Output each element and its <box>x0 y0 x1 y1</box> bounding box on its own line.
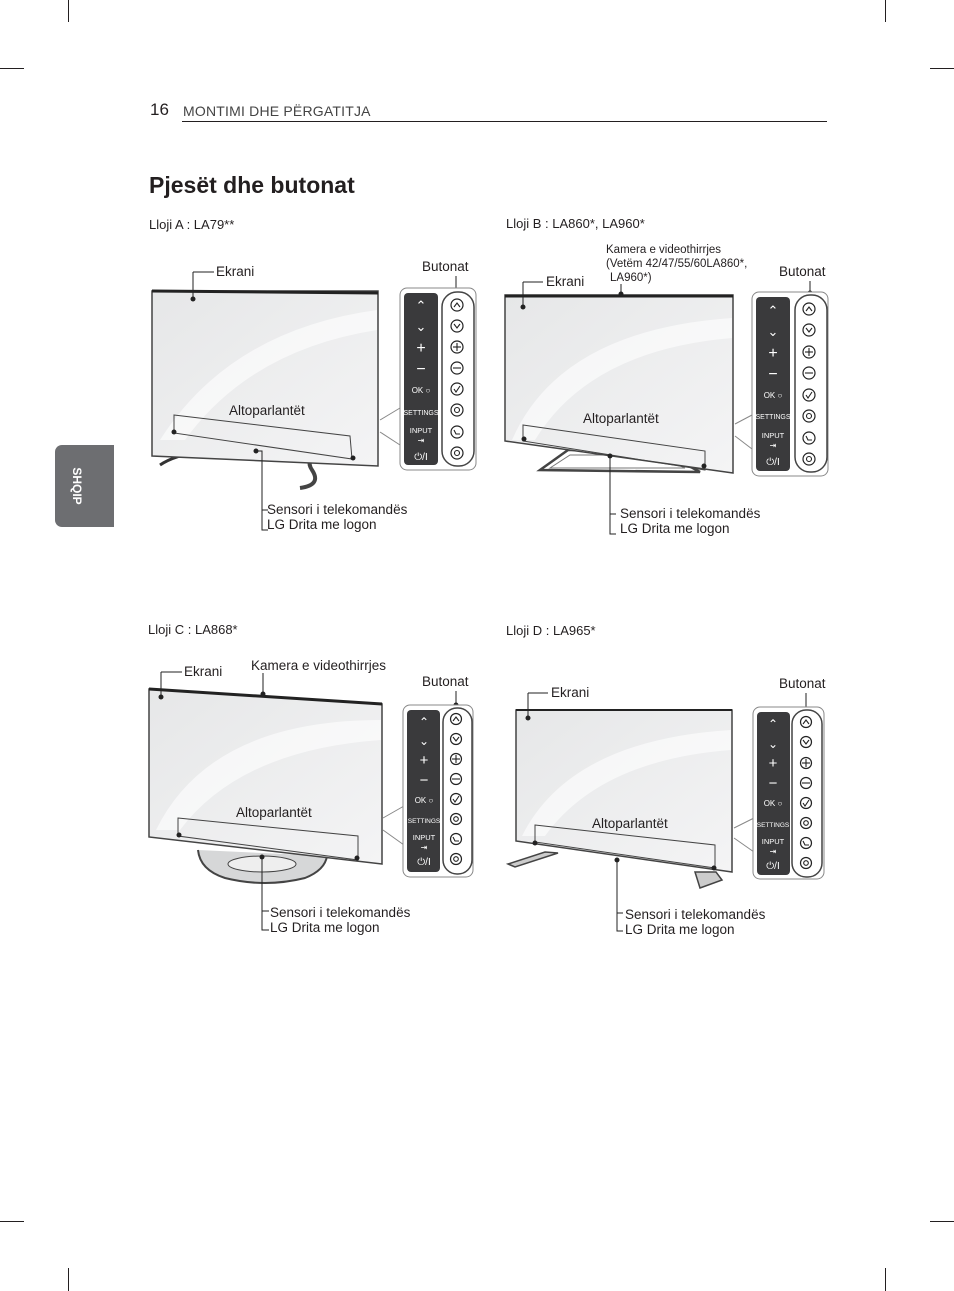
label-sensor-c <box>270 905 410 935</box>
label-speakers-a: Altoparlantët <box>229 403 305 418</box>
label-sensor-d-line1: Sensori i telekomandës <box>625 907 766 922</box>
type-c-label: Lloji C : LA868* <box>148 622 238 637</box>
svg-text:⇥: ⇥ <box>417 436 425 445</box>
label-camera-c: Kamera e videothirrjes <box>251 658 387 673</box>
label-speakers-d: Altoparlantët <box>592 816 668 831</box>
svg-text:SETTINGS: SETTINGS <box>755 414 791 421</box>
svg-text:SETTINGS: SETTINGS <box>756 822 790 829</box>
page-title: Pjesët dhe butonat <box>149 172 355 198</box>
svg-text:⏻/I: ⏻/I <box>417 857 431 868</box>
type-a-label: Lloji A : LA79** <box>149 217 235 232</box>
label-sensor-b-line2: LG Drita me logon <box>620 521 730 536</box>
svg-text:+: + <box>768 755 778 772</box>
button-panel-b <box>752 292 828 476</box>
svg-text:⌃: ⌃ <box>415 298 427 313</box>
svg-text:⌄: ⌄ <box>767 324 779 339</box>
label-sensor-b-line1: Sensori i telekomandës <box>620 506 761 521</box>
label-buttons-c: Butonat <box>422 674 469 689</box>
label-buttons-d: Butonat <box>779 676 826 691</box>
label-camera-b-line2: (Vetëm 42/47/55/60LA860*, <box>606 258 748 270</box>
label-sensor-d <box>625 907 765 937</box>
svg-text:⇥: ⇥ <box>769 441 777 450</box>
label-speakers-b: Altoparlantët <box>583 411 659 426</box>
label-screen-b: Ekrani <box>546 274 585 289</box>
svg-text:OK ○: OK ○ <box>763 799 783 808</box>
svg-text:−: − <box>768 366 778 383</box>
svg-text:INPUT: INPUT <box>761 431 785 440</box>
button-panel-d <box>753 707 824 879</box>
language-tab-label: SHQIP <box>70 467 84 505</box>
label-buttons-a: Butonat <box>422 259 469 274</box>
svg-text:OK ○: OK ○ <box>763 391 783 400</box>
type-d-label: Lloji D : LA965* <box>506 623 596 638</box>
label-screen-a: Ekrani <box>216 264 255 279</box>
svg-text:−: − <box>768 775 778 792</box>
svg-text:OK ○: OK ○ <box>414 796 434 805</box>
label-sensor-c-line2: LG Drita me logon <box>270 920 380 935</box>
svg-text:SETTINGS: SETTINGS <box>403 410 439 417</box>
svg-text:INPUT: INPUT <box>761 837 785 846</box>
label-sensor-c-line1: Sensori i telekomandës <box>270 905 411 920</box>
svg-text:INPUT: INPUT <box>409 426 433 435</box>
svg-text:⌃: ⌃ <box>767 717 779 731</box>
label-sensor-a-line2: LG Drita me logon <box>267 517 377 532</box>
svg-text:⌄: ⌄ <box>415 319 427 334</box>
svg-text:⏻/I: ⏻/I <box>414 452 428 463</box>
label-camera-b-line3: LA960*) <box>610 272 652 284</box>
svg-text:⏻/I: ⏻/I <box>766 457 780 468</box>
label-screen-d: Ekrani <box>551 685 590 700</box>
svg-text:INPUT: INPUT <box>412 833 436 842</box>
svg-text:⌃: ⌃ <box>418 715 430 729</box>
label-camera-b <box>606 243 747 285</box>
type-b-label: Lloji B : LA860*, LA960* <box>506 216 645 231</box>
svg-text:⌃: ⌃ <box>767 303 779 318</box>
svg-text:OK ○: OK ○ <box>411 386 431 395</box>
svg-text:+: + <box>416 340 426 357</box>
svg-text:⇥: ⇥ <box>769 847 777 856</box>
label-camera-b-line1: Kamera e videothirrjes <box>606 244 722 256</box>
svg-text:⇥: ⇥ <box>420 843 428 852</box>
svg-text:⌄: ⌄ <box>418 734 430 748</box>
label-sensor-d-line2: LG Drita me logon <box>625 922 735 937</box>
section-title: MONTIMI DHE PËRGATITJA <box>183 103 371 119</box>
svg-text:+: + <box>419 752 429 769</box>
svg-text:−: − <box>416 361 426 378</box>
button-panel-a <box>400 288 476 470</box>
label-buttons-b: Butonat <box>779 264 826 279</box>
label-sensor-b <box>620 506 760 536</box>
svg-text:+: + <box>768 345 778 362</box>
svg-text:⌄: ⌄ <box>767 737 779 751</box>
svg-text:SETTINGS: SETTINGS <box>407 818 441 825</box>
label-screen-c: Ekrani <box>184 664 223 679</box>
page-number: 16 <box>150 100 169 119</box>
label-speakers-c: Altoparlantët <box>236 805 312 820</box>
label-sensor-a <box>267 502 407 532</box>
svg-text:⏻/I: ⏻/I <box>766 861 780 872</box>
label-sensor-a-line1: Sensori i telekomandës <box>267 502 408 517</box>
svg-text:−: − <box>419 772 429 789</box>
button-panel-c <box>403 705 473 877</box>
